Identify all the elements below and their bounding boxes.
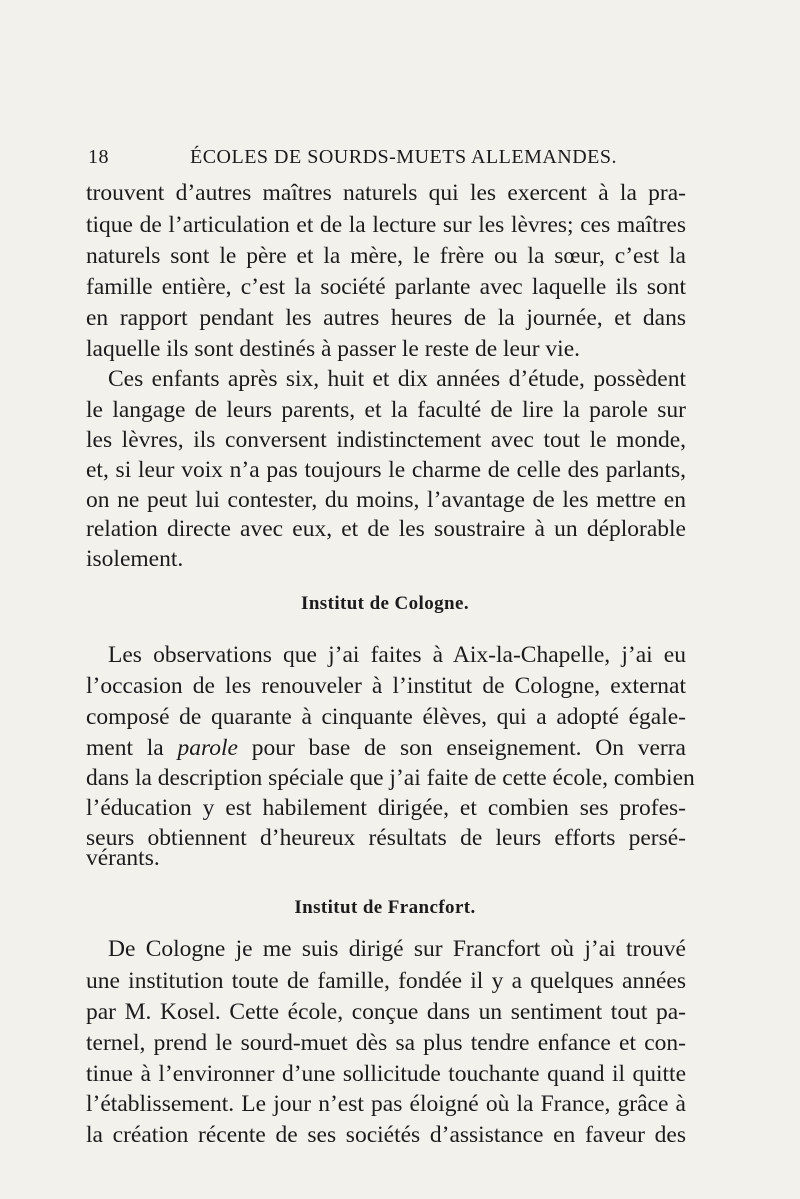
text-line: vérants. <box>86 845 160 871</box>
text-line: seurs obtiennent d’heureux résultats de leurs efforts persé- <box>86 825 686 851</box>
text-line: on ne peut lui contester, du moins, l’avantage de les mettre en <box>86 487 686 513</box>
text-line: par M. Kosel. Cette école, conçue dans un sentiment tout pa- <box>86 999 686 1025</box>
text-line: dans la description spéciale que j’ai faite de cette école, combien <box>86 765 695 791</box>
text-line: trouvent d’autres maîtres naturels qui les exercent à la pra- <box>86 180 686 206</box>
text-line: Ces enfants après six, huit et dix années d’étude, possèdent <box>108 366 686 392</box>
text-line: relation directe avec eux, et de les soustraire à un déplorable <box>86 516 686 542</box>
section-heading-francfort: Institut de Francfort. <box>294 897 476 918</box>
running-title: ÉCOLES DE SOURDS-MUETS ALLEMANDES. <box>190 146 618 168</box>
page-number: 18 <box>88 146 109 168</box>
italic-word: parole <box>177 735 238 761</box>
text-line: une institution toute de famille, fondée il y a quelques années <box>86 968 686 994</box>
text-line: la création récente de ses sociétés d’assistance en faveur des <box>86 1122 686 1148</box>
text-line: famille entière, c’est la société parlante avec laquelle ils sont <box>86 274 686 300</box>
text-line: composé de quarante à cinquante élèves, qui a adopté égale- <box>86 704 686 730</box>
text-line: les lèvres, ils conversent indistinctement avec tout le monde, <box>86 427 686 453</box>
text-span: pour base de son enseignement. On verra <box>237 735 686 761</box>
text-line: le langage de leurs parents, et la faculté de lire la parole sur <box>86 397 686 423</box>
text-line: en rapport pendant les autres heures de la journée, et dans <box>86 305 686 331</box>
text-line: l’établissement. Le jour n’est pas éloigné où la France, grâce à <box>86 1091 686 1117</box>
text-line: naturels sont le père et la mère, le frère ou la sœur, c’est la <box>86 243 686 269</box>
text-line: et, si leur voix n’a pas toujours le charme de celle des parlants, <box>86 457 686 483</box>
text-line: laquelle ils sont destinés à passer le reste de leur vie. <box>86 336 580 362</box>
text-line: tinue à l’environner d’une sollicitude touchante quand il quitte <box>86 1061 686 1087</box>
text-line <box>86 733 686 763</box>
text-line: ternel, prend le sourd-muet dès sa plus tendre enfance et con- <box>86 1030 686 1056</box>
text-line: l’occasion de les renouveler à l’institut de Cologne, externat <box>86 673 686 699</box>
page-header <box>88 146 688 176</box>
text-line: De Cologne je me suis dirigé sur Francfort où j’ai trouvé <box>108 936 686 962</box>
text-line: Les observations que j’ai faites à Aix-la-Chapelle, j’ai eu <box>108 642 686 668</box>
text-line: tique de l’articulation et de la lecture sur les lèvres; ces maîtres <box>86 212 686 238</box>
text-line: l’éducation y est habilement dirigée, et combien ses profes- <box>86 795 686 821</box>
text-span: ment la <box>86 735 178 761</box>
text-line: isolement. <box>86 546 184 572</box>
section-heading-cologne: Institut de Cologne. <box>301 593 469 614</box>
